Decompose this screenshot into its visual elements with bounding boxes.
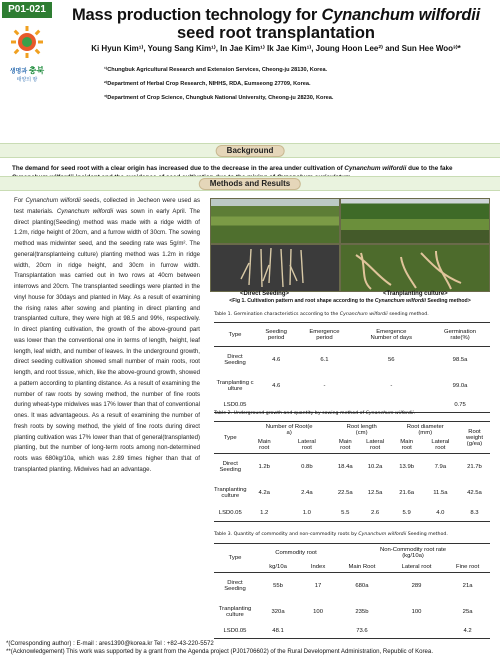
t1-cell: 4.6: [272, 356, 281, 363]
t1-cap-italic: Cynanchum wilfordii: [339, 312, 388, 317]
body-lead-italic: Cynanchum wilfordii: [25, 197, 81, 204]
t1-cap-b: seeding method.: [387, 312, 429, 317]
t2-cell: 12.5a: [367, 489, 383, 496]
fig-cap-b: Seeding method>: [425, 298, 471, 304]
logo-text-2: 충북: [28, 66, 45, 75]
t2-header: Root length (cm): [346, 423, 377, 436]
t1-cell: 6.1: [320, 356, 329, 363]
t2-subheader: Lateral root: [431, 439, 450, 452]
t2-cell: 7.9a: [434, 463, 447, 470]
t3-header: Non-Commodity root rate (kg/10a): [379, 546, 447, 559]
photo-label-direct: <Direct Seeding>: [240, 291, 290, 297]
t2-cell: 8.3: [470, 510, 479, 517]
t3-cell: 17: [314, 582, 322, 589]
logo-text-3: 태양의 땅: [16, 77, 38, 83]
t2-subheader: Lateral root: [366, 439, 385, 452]
t3-cap-italic: Cynanchum wilfordii: [358, 532, 407, 537]
t2-subheader: Main root: [257, 439, 271, 452]
t3-cell: 235b: [355, 608, 369, 615]
acknowledgement: **(Acknowledgement) This work was supported by a grant from the Agenda project (PJ01706602) of the Rural Development Administration, Republic of Korea.: [6, 648, 434, 655]
title-plain: Mass production technology for: [71, 6, 322, 24]
t1-cell: 98.5a: [452, 356, 468, 363]
t1-cell: LSD0.05: [223, 402, 247, 409]
figure-caption: [210, 298, 490, 304]
t3-cell: 289: [411, 582, 422, 589]
t3-header: Type: [228, 555, 242, 561]
t3-cell: Tranplanting culture: [218, 605, 252, 618]
background-section-bar: [0, 143, 500, 158]
t2-cell: 1.0: [302, 510, 311, 517]
t2-cell: 18.4a: [337, 463, 353, 470]
table-row: [214, 373, 490, 399]
t3-cell: LSD0.05: [223, 628, 247, 635]
t2-cap-a: Table 2. Underground growth and quantity by sowing method of: [214, 411, 366, 416]
title-species: Cynanchum wilfordii: [321, 6, 481, 24]
t3-cell: 100: [313, 608, 323, 615]
t1-header: Type: [228, 331, 242, 338]
t3-header: Commodity root: [275, 549, 317, 556]
t1-cell: -: [323, 382, 326, 389]
t2-cell: 5.9: [402, 510, 411, 517]
table2-caption: [214, 411, 494, 416]
t2-cap-b: .: [413, 411, 416, 416]
t3-cell: 100: [411, 608, 422, 615]
t1-header: Emergence Number of days: [370, 328, 413, 341]
table-row: [214, 599, 490, 625]
background-heading: Background: [216, 145, 285, 157]
affiliation-1: ¹⁾Chungbuk Agricultural Research and Extension Services, Cheong-ju 28130, Korea.: [104, 67, 328, 73]
table2-underground-growth: [214, 421, 490, 522]
t3-cell: [300, 625, 336, 639]
methods-heading: Methods and Results: [199, 178, 301, 190]
chungbuk-logo: [4, 26, 50, 88]
table-row: [214, 625, 490, 639]
t3-subheader: Index: [310, 563, 326, 570]
methods-body-text: [14, 196, 200, 476]
table-row: [214, 454, 490, 480]
t2-cell: 42.5a: [467, 489, 482, 496]
bg-text-italic: Cynanchum wilfordii: [344, 165, 407, 172]
t3-subheader: kg/10a: [269, 563, 287, 570]
table-row: [214, 573, 490, 599]
t2-subheader: Lateral root: [297, 439, 316, 452]
t2-cell: 10.2a: [367, 463, 383, 470]
t2-cell: 0.8b: [301, 463, 313, 470]
fig-cap-a: <Fig 1. Cultivation pattern and root shape according to the: [229, 298, 375, 304]
t2-cell: Tranplanting culture: [214, 486, 247, 499]
t3-subheader: Main Root: [348, 563, 376, 570]
t3-cell: 680a: [355, 582, 369, 589]
t1-cell: -: [390, 382, 393, 389]
t1-cell: 4.6: [272, 382, 281, 389]
body-text-a: seeds, collected in Jecheon were used as test materials.: [14, 197, 200, 215]
t2-cell: 2.6: [370, 510, 380, 517]
t2-header: Type: [223, 434, 237, 441]
transplanting-roots-photo: [340, 244, 490, 292]
t3-subheader: Fine root: [455, 563, 480, 570]
t3-cell: [388, 625, 445, 639]
direct-seeding-field-photo: [210, 198, 340, 244]
t2-cell: 2.4a: [301, 489, 313, 496]
body-text-italic: Cynanchum wilfordii: [56, 207, 114, 215]
t2-cell: 21.7b: [467, 463, 482, 470]
t3-cell: 73.6: [356, 628, 368, 635]
t2-cell: Direct Seeding: [219, 460, 242, 473]
t2-cell: 1.2b: [258, 463, 270, 470]
t3-cap-b: Seeding method.: [406, 532, 448, 537]
t1-cell: 56: [388, 356, 395, 363]
poster-id-badge: P01-021: [2, 2, 52, 18]
table3-caption: [214, 532, 494, 537]
t1-cell: 0.75: [454, 402, 466, 409]
t1-cell: Direct Seeding: [224, 353, 246, 366]
methods-section-bar: [0, 176, 500, 191]
t1-header: Germination rate(%): [444, 328, 477, 341]
t2-cap-italic: Cynanchum wilfordii: [365, 411, 414, 416]
t3-cap-a: Table 3. Quantity of commodity and non-commodity roots by: [214, 532, 359, 537]
t2-subheader: Main root: [400, 439, 414, 452]
t2-cell: 13.9b: [399, 463, 415, 470]
t1-cap-a: Table 1. Germination characteristics according to the: [214, 312, 340, 317]
corresponding-author: *(Corresponding author) : E-mail : ares1390@korea.kr Tel : +82-43-220-5572: [6, 640, 214, 647]
fig-cap-italic: Cynanchum wilfordii: [374, 298, 426, 304]
logo-text-1: 생명과: [9, 69, 28, 75]
t3-subheader: Lateral root: [401, 563, 432, 570]
t2-cell: 4.2a: [258, 489, 270, 496]
affiliation-2: ²⁾Department of Herbal Crop Research, NIHHS, RDA, Eumseong 27709, Korea.: [104, 81, 311, 87]
bg-text-b: due to the fake: [408, 165, 453, 172]
t2-cell: 22.5a: [337, 489, 353, 496]
t2-header: Number of Root(e a): [265, 423, 313, 436]
t2-cell: LSD0.05: [218, 510, 242, 517]
body-text-b: was sown in early April. The direct planting(Seeding) method was made with a ridge width of 1.2m, ridge height of 20cm, and a furrow width of 30cm. The sowing method was midwinter seed, and the seeding rate was 5g/m². The general(transplanteing culture) planting method was 1.2m in ridge width, 20cm in ridge height, and 30cm in furrow width. Transplantation was carried out in two rows at 40cm between interrows and 20cm. The transplanted seedlings were planted in the vinyl house for 30days and planted in May. As a result of examining the rising rates after sowing and planting in direct planting and transplanted culture, they were high at 98.5 and 99%, respectively. In direct planting cultivation, the growth of the above-ground part was lower than the conventional one in terms of length, height, leaf length, leaf width, and number of leaves. In the underground growth, direct seeding cultivation showed small number of main roots, root length, and root tissue, which, like the above-ground growth, showed a pattern according to planting distance. As a result of examining the number of raw roots by sowing method, the number of fine roots during wheat-type midwives was 17% lower than that of conventional ones. It was advantageous. As a result of examining the number of fresh roots by sowing method, the yield of fine roots during direct planting cultivation was 17% lower than that of general(transplanted) planting, but the number of long-term roots among non-determined roots was 680kg/10a, which was 2.89 times higher than that of transplanted planting. Midwives had an advantage.: [14, 207, 201, 473]
body-lead: For: [14, 197, 26, 204]
t2-header: Root diameter (mm): [406, 423, 444, 436]
table-row: [214, 506, 490, 522]
t1-cell: 99.0a: [452, 382, 468, 389]
table-row: [214, 480, 490, 506]
t2-subheader: Main root: [338, 439, 352, 452]
direct-seeding-roots-photo: [210, 244, 340, 292]
photo-label-transplanting: <Tranplanting culture>: [383, 291, 448, 297]
t2-header: Root weight (g/ea): [465, 428, 483, 447]
t2-cell: 1.2: [260, 510, 269, 517]
table1-germination: [214, 322, 490, 413]
t1-header: Seeding period: [265, 328, 287, 341]
transplanting-field-photo: [340, 198, 490, 244]
t3-cell: Direct Seeding: [224, 579, 246, 592]
t2-cell: 11.5a: [433, 489, 448, 496]
sun-logo-icon: [4, 26, 50, 62]
t3-cell: 21a: [462, 582, 473, 589]
t2-cell: 21.6a: [399, 489, 415, 496]
authors: Ki Hyun Kim¹⁾, Young Sang Kim¹⁾, In Jae Kim¹⁾ Ik Jae Kim¹⁾, Joung Hoon Lee²⁾ and Sun Hee Woo³⁾*: [91, 44, 461, 53]
t1-header: Emergence period: [309, 328, 340, 341]
t1-cell: Tranplanting c ulture: [216, 379, 254, 392]
t3-cell: 4.2: [463, 628, 472, 635]
table-row: [214, 347, 490, 373]
poster-title: [56, 6, 496, 42]
affiliation-3: ³⁾Department of Crop Science, Chungbuk National University, Cheong-ju 28230, Korea.: [104, 95, 334, 101]
table1-caption: [214, 312, 494, 317]
t3-cell: 48.1: [272, 628, 284, 635]
t2-cell: 5.5: [341, 510, 350, 517]
title-line-2: seed root transplantation: [176, 24, 376, 42]
t2-cell: 4.0: [436, 510, 445, 517]
t3-cell: 55b: [273, 582, 283, 589]
t3-cell: 25a: [462, 608, 473, 615]
bg-text-a: The demand for seed root with a clear origin has increased due to the decrease in the area under cultivation of: [12, 165, 345, 172]
table3-commodity-roots: [214, 543, 490, 639]
t3-cell: 320a: [271, 608, 285, 615]
